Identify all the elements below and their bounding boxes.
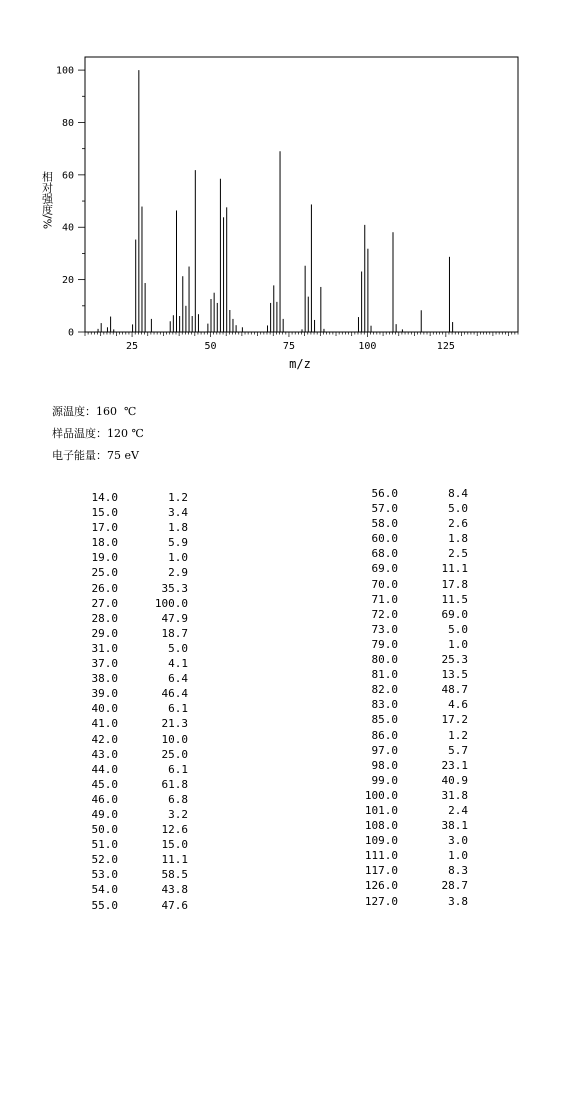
y-tick-label: 60 [61,170,74,182]
peak-row [358,788,468,803]
mz-value: 79.0 [371,637,398,651]
intensity-value: 3.8 [448,894,468,908]
mz-value: 60.0 [371,532,398,546]
mz-value: 50.0 [91,823,118,837]
intensity-value: 6.4 [168,672,188,686]
peak-row [78,762,188,777]
intensity-value: 25.3 [441,653,468,667]
mz-value: 58.0 [371,517,398,531]
y-axis-label: 相对强度/% [40,170,54,230]
mz-value: 71.0 [371,592,398,606]
mz-value: 40.0 [91,702,118,716]
mz-value: 46.0 [91,792,118,806]
y-tick-label: 40 [61,222,74,234]
peak-row [358,561,468,576]
mz-value: 41.0 [91,717,118,731]
peak-row [78,686,188,701]
electron-energy-label: 电子能量： [52,449,107,462]
peak-row [78,671,188,686]
mz-value: 55.0 [91,898,118,912]
peak-row [78,732,188,747]
peak-row [78,747,188,762]
mz-value: 70.0 [371,577,398,591]
mz-value: 98.0 [371,758,398,772]
peak-row [358,622,468,637]
peak-row [78,867,188,882]
peak-table-left [78,490,188,913]
mz-value: 99.0 [371,773,398,787]
intensity-value: 2.5 [448,547,468,561]
peak-row [78,837,188,852]
plot-frame [85,57,518,332]
peak-row [358,818,468,833]
intensity-value: 4.1 [168,657,188,671]
peak-row [78,626,188,641]
mz-value: 56.0 [371,487,398,500]
mz-value: 81.0 [371,668,398,682]
mz-value: 25.0 [91,566,118,580]
intensity-value: 15.0 [161,838,188,852]
y-tick-label: 80 [61,117,74,129]
intensity-value: 2.6 [448,517,468,531]
peak-row [358,531,468,546]
mz-value: 31.0 [91,641,118,655]
peak-row [78,581,188,596]
intensity-value: 1.0 [448,849,468,863]
mz-value: 45.0 [91,777,118,791]
mz-value: 39.0 [91,687,118,701]
intensity-value: 2.9 [168,566,188,580]
mz-value: 42.0 [91,732,118,746]
intensity-value: 38.1 [441,819,468,833]
mz-value: 14.0 [91,491,118,504]
peak-row [358,758,468,773]
intensity-value: 1.2 [168,491,188,504]
peak-row [78,565,188,580]
intensity-value: 18.7 [161,626,188,640]
x-tick-label: 100 [358,341,377,352]
intensity-value: 48.7 [441,683,468,697]
intensity-value: 13.5 [441,668,468,682]
mz-value: 82.0 [371,683,398,697]
sample-temperature-value: 120 ℃ [107,427,144,440]
y-tick-label: 0 [67,327,74,339]
intensity-value: 11.1 [161,853,188,867]
peak-row [358,743,468,758]
intensity-value: 47.6 [161,898,188,912]
electron-energy-value: 75 eV [107,449,139,462]
peak-row [358,878,468,893]
peak-row [78,898,188,913]
mz-value: 126.0 [364,879,398,893]
mz-value: 101.0 [364,803,398,817]
mz-value: 44.0 [91,762,118,776]
peak-row [78,505,188,520]
plot-area [56,57,518,352]
intensity-value: 25.0 [161,747,188,761]
intensity-value: 12.6 [161,823,188,837]
peak-row [78,777,188,792]
intensity-value: 5.0 [448,622,468,636]
peak-row [358,803,468,818]
mz-value: 111.0 [364,849,398,863]
peak-row [78,852,188,867]
intensity-value: 6.1 [168,702,188,716]
mz-value: 15.0 [91,506,118,520]
x-tick-label: 125 [436,341,455,352]
mz-value: 83.0 [371,698,398,712]
intensity-value: 6.8 [168,792,188,806]
x-tick-label: 75 [282,341,295,352]
peak-row [78,520,188,535]
intensity-value: 11.1 [441,562,468,576]
intensity-value: 28.7 [441,879,468,893]
peak-row [358,894,468,909]
peak-row [78,807,188,822]
mz-value: 57.0 [371,502,398,516]
intensity-value: 1.8 [168,521,188,535]
mz-value: 38.0 [91,672,118,686]
peak-row [78,550,188,565]
intensity-value: 23.1 [441,758,468,772]
peak-row [358,652,468,667]
intensity-value: 2.4 [448,803,468,817]
mz-value: 54.0 [91,883,118,897]
intensity-value: 1.0 [168,551,188,565]
intensity-value: 61.8 [161,777,188,791]
intensity-value: 5.0 [168,641,188,655]
intensity-value: 58.5 [161,868,188,882]
peak-row [358,848,468,863]
intensity-value: 100.0 [154,596,188,610]
intensity-value: 43.8 [161,883,188,897]
peak-row [78,822,188,837]
intensity-value: 1.0 [448,637,468,651]
mz-value: 18.0 [91,536,118,550]
mz-value: 53.0 [91,868,118,882]
mz-value: 73.0 [371,622,398,636]
peak-row [78,611,188,626]
peak-row [78,716,188,731]
intensity-value: 31.8 [441,788,468,802]
intensity-value: 47.9 [161,611,188,625]
intensity-value: 10.0 [161,732,188,746]
mz-value: 72.0 [371,607,398,621]
electron-energy [45,434,139,463]
peak-row [358,607,468,622]
intensity-value: 40.9 [441,773,468,787]
peak-table-right [358,486,468,909]
peak-row [358,728,468,743]
x-tick-label: 50 [204,341,217,352]
mz-value: 27.0 [91,596,118,610]
mz-value: 100.0 [364,788,398,802]
intensity-value: 8.3 [448,864,468,878]
peak-row [78,490,188,505]
peak-row [78,792,188,807]
peak-row [78,596,188,611]
intensity-value: 46.4 [161,687,188,701]
mz-value: 85.0 [371,713,398,727]
mz-value: 28.0 [91,611,118,625]
peak-row [358,516,468,531]
x-tick-label: 25 [126,341,139,352]
mz-value: 109.0 [364,834,398,848]
source-temperature-label: 源温度： [52,405,96,418]
intensity-value: 17.8 [441,577,468,591]
mz-value: 97.0 [371,743,398,757]
peak-row [358,637,468,652]
intensity-value: 1.8 [448,532,468,546]
mz-value: 17.0 [91,521,118,535]
intensity-value: 11.5 [441,592,468,606]
intensity-value: 35.3 [161,581,188,595]
source-temperature-value: 160 ℃ [96,405,137,418]
peak-row [358,863,468,878]
mz-value: 127.0 [364,894,398,908]
peak-row [78,701,188,716]
peak-row [78,535,188,550]
intensity-value: 3.2 [168,807,188,821]
intensity-value: 69.0 [441,607,468,621]
mz-value: 29.0 [91,626,118,640]
mz-value: 86.0 [371,728,398,742]
sample-temperature-label: 样品温度： [52,427,107,440]
mz-value: 19.0 [91,551,118,565]
peak-row [358,577,468,592]
mz-value: 49.0 [91,807,118,821]
peak-row [358,712,468,727]
mz-value: 37.0 [91,657,118,671]
mz-value: 51.0 [91,838,118,852]
mass-spectrum-chart [0,0,570,380]
peak-row [78,882,188,897]
peak-row [358,592,468,607]
intensity-value: 3.4 [168,506,188,520]
y-tick-label: 20 [61,275,74,287]
mz-value: 68.0 [371,547,398,561]
x-axis-label: m/z [289,357,311,371]
mz-value: 26.0 [91,581,118,595]
peak-row [78,656,188,671]
mz-value: 69.0 [371,562,398,576]
mz-value: 80.0 [371,653,398,667]
mz-value: 52.0 [91,853,118,867]
peak-row [358,682,468,697]
intensity-value: 17.2 [441,713,468,727]
peak-row [78,641,188,656]
intensity-value: 21.3 [161,717,188,731]
peak-row [358,501,468,516]
intensity-value: 5.0 [448,502,468,516]
intensity-value: 5.7 [448,743,468,757]
peak-row [358,773,468,788]
mz-value: 108.0 [364,819,398,833]
intensity-value: 5.9 [168,536,188,550]
peak-row [358,667,468,682]
mz-value: 43.0 [91,747,118,761]
intensity-value: 1.2 [448,728,468,742]
mz-value: 117.0 [364,864,398,878]
peak-row [358,833,468,848]
intensity-value: 4.6 [448,698,468,712]
intensity-value: 8.4 [448,487,468,500]
intensity-value: 6.1 [168,762,188,776]
peak-row [358,486,468,501]
y-tick-label: 100 [55,65,74,77]
peak-row [358,697,468,712]
peak-row [358,546,468,561]
intensity-value: 3.0 [448,834,468,848]
